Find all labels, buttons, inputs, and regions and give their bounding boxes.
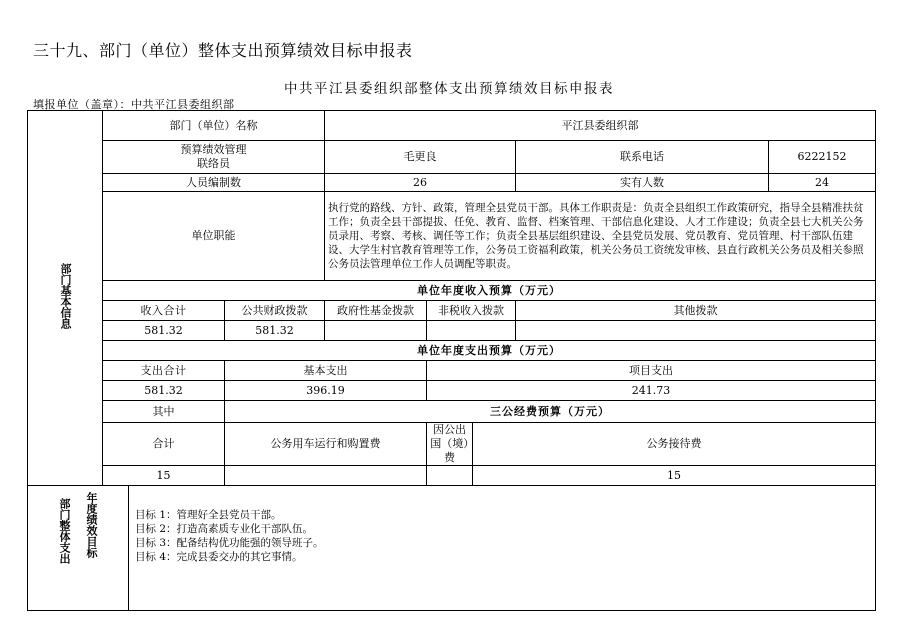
three-public-value-reception: 15: [473, 466, 876, 486]
expense-value-total: 581.32: [103, 381, 225, 401]
phone-label: 联系电话: [516, 141, 769, 174]
basic-info-side-label: [28, 111, 103, 486]
duty-text: 执行党的路线、方针、政策，管理全县党员干部。具体工作职责是：负责全县组织工作政策研究，指导全县精准扶贫工作；负责全县干部提拔、任免、教育、监督、档案管理、干部信息化建设、人才工作建设；负责全县七大机关公务员录用、考察、考核、调任等工作；负责全县基层组织建设、全县党员发展、党员教育、党员管理、村干部队伍建设、大学生村官教育管理等工作，公务员工资福利政策，机关公务员工资统发审核、县直行政机关公务员及相关参照公务员法管理单位工作人员调配等职责。: [325, 192, 876, 281]
table-title: 中共平江县委组织部整体支出预算绩效目标申报表: [284, 81, 614, 97]
contact-label-line2: 联络员: [197, 157, 230, 170]
staff-label: 人员编制数: [103, 174, 325, 192]
expense-section-title: 单位年度支出预算（万元）: [103, 341, 876, 361]
three-public-header-total: 合计: [103, 423, 225, 466]
three-public-header-reception: 公务接待费: [473, 423, 876, 466]
contact-value: 毛更良: [325, 141, 516, 174]
income-value-fund: [325, 321, 427, 341]
contact-label: [103, 141, 325, 174]
income-section-title: 单位年度收入预算（万元）: [103, 281, 876, 301]
income-value-public: 581.32: [225, 321, 325, 341]
goal-item: 目标 1：管理好全县党员干部。: [135, 509, 282, 521]
three-public-value-abroad: [427, 466, 473, 486]
duty-label: 单位职能: [103, 192, 325, 281]
overall-left-text: 部门整体支出: [58, 498, 71, 564]
goal-item: 目标 2：打造高素质专业化干部队伍。: [135, 523, 314, 535]
fill-unit-line: 填报单位（盖章）：中共平江县委组织部: [33, 98, 235, 111]
goal-item: 目标 4：完成县委交办的其它事情。: [135, 551, 303, 563]
income-header-nontax: 非税收入拨款: [427, 301, 516, 321]
expense-header-total: 支出合计: [103, 361, 225, 381]
three-public-section-title: 三公经费预算（万元）: [225, 401, 876, 423]
basic-info-text: 部门基本信息: [59, 263, 72, 329]
three-public-header-vehicle: 公务用车运行和购置费: [225, 423, 427, 466]
overall-right-text: 年度绩效目标: [85, 492, 98, 558]
expense-header-basic: 基本支出: [225, 361, 427, 381]
actual-value: 24: [769, 174, 876, 192]
income-value-nontax: [427, 321, 516, 341]
dept-name-value: 平江县委组织部: [325, 111, 876, 141]
income-header-fund: 政府性基金拨款: [325, 301, 427, 321]
three-public-value-total: 15: [103, 466, 225, 486]
income-value-other: [516, 321, 876, 341]
expense-value-basic: 396.19: [225, 381, 427, 401]
goal-item: 目标 3：配备结构优功能强的领导班子。: [135, 537, 324, 549]
expense-header-project: 项目支出: [427, 361, 876, 381]
income-value-total: 581.32: [103, 321, 225, 341]
goals-cell: [129, 486, 876, 611]
actual-label: 实有人数: [516, 174, 769, 192]
income-header-public: 公共财政拨款: [225, 301, 325, 321]
phone-value: 6222152: [769, 141, 876, 174]
staff-value: 26: [325, 174, 516, 192]
three-public-value-vehicle: [225, 466, 427, 486]
of-which-label: 其中: [103, 401, 225, 423]
contact-label-line1: 预算绩效管理: [180, 143, 247, 156]
overall-goals-side-label: [28, 486, 129, 611]
budget-performance-table: [27, 110, 876, 611]
three-public-header-abroad: 因公出国（境）费: [427, 423, 473, 466]
income-header-other: 其他拨款: [516, 301, 876, 321]
dept-name-label: 部门（单位）名称: [103, 111, 325, 141]
income-header-total: 收入合计: [103, 301, 225, 321]
document-heading: 三十九、部门（单位）整体支出预算绩效目标申报表: [33, 41, 413, 60]
expense-value-project: 241.73: [427, 381, 876, 401]
